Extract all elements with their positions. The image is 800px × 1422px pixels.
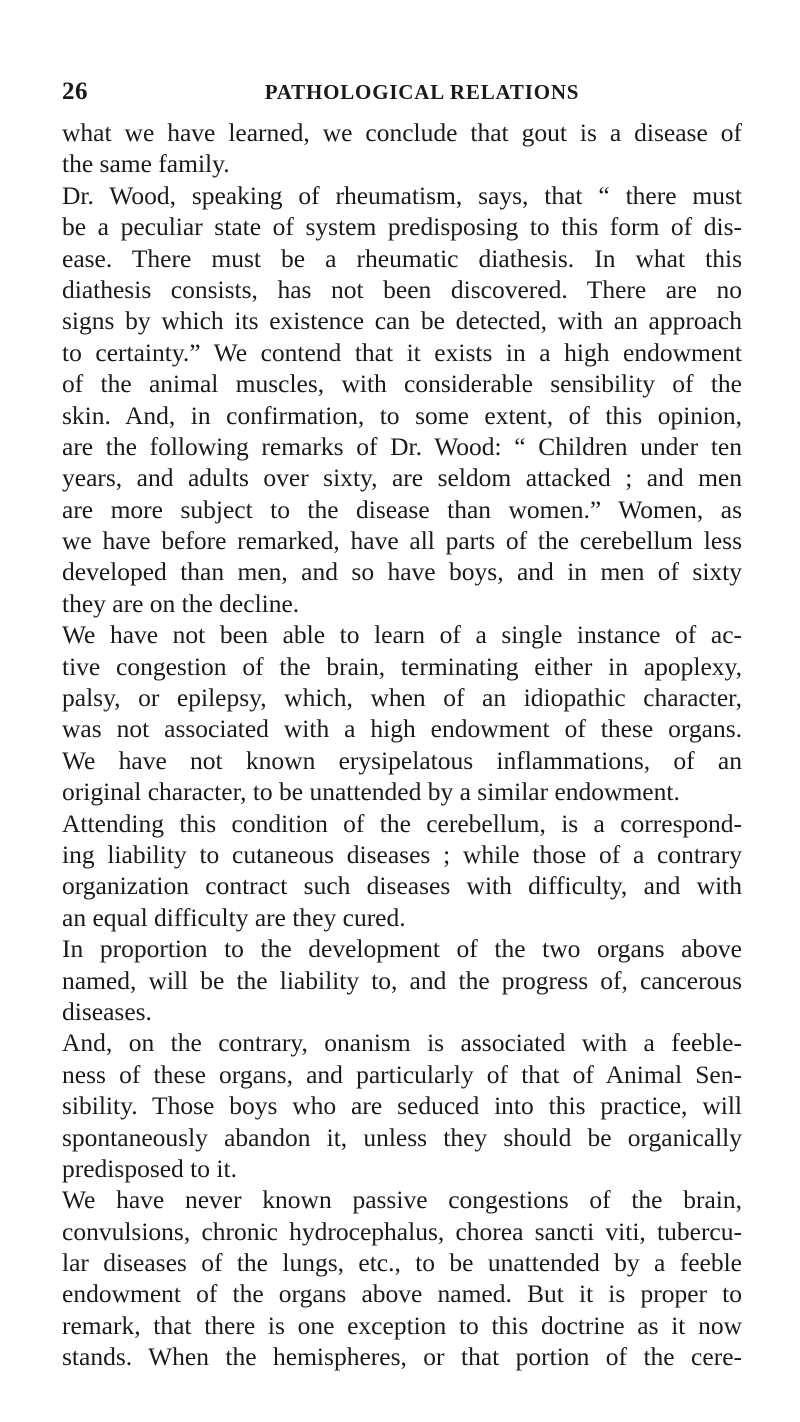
- text-line: we have before remarked, have all parts of the cerebellum less: [62, 526, 742, 556]
- text-line: ness of these organs, and particularly of that of Animal Sen-: [62, 1059, 742, 1089]
- text-line: years, and adults over sixty, are seldom attacked ; and men: [62, 463, 742, 493]
- text-line: Attending this condition of the cerebellum, is a correspond-: [62, 808, 742, 838]
- text-line: Dr. Wood, speaking of rheumatism, says, that “ there must: [62, 180, 742, 210]
- text-line: palsy, or epilepsy, which, when of an idiopathic character,: [62, 683, 742, 713]
- text-line: And, on the contrary, onanism is associated with a feeble-: [62, 1028, 742, 1058]
- text-line: what we have learned, we conclude that gout is a disease of: [62, 118, 742, 147]
- text-line: convulsions, chronic hydrocephalus, chorea sancti viti, tubercu-: [62, 1216, 742, 1246]
- page-number: 26: [62, 78, 88, 105]
- text-line: lar diseases of the lungs, etc., to be unattended by a feeble: [62, 1248, 742, 1278]
- text-line: ing liability to cutaneous diseases ; while those of a contrary: [62, 839, 742, 869]
- text-line: stands. When the hemispheres, or that portion of the cere-: [62, 1342, 742, 1372]
- text-line: they are on the decline.: [62, 588, 300, 618]
- text-line: developed than men, and so have boys, and in men of sixty: [62, 557, 742, 587]
- text-line: We have not known erysipelatous inflammations, of an: [62, 745, 742, 775]
- text-line: endowment of the organs above named. But it is proper to: [62, 1279, 742, 1309]
- running-title: PATHOLOGICAL RELATIONS: [264, 80, 580, 104]
- text-line: We have not been able to learn of a single instance of ac-: [62, 620, 742, 650]
- text-line: the same family.: [62, 149, 230, 179]
- text-line: skin. And, in confirmation, to some extent, of this opinion,: [62, 400, 742, 430]
- text-line: tive congestion of the brain, terminating either in apoplexy,: [62, 651, 742, 681]
- text-line: an equal difficulty are they cured.: [62, 902, 406, 932]
- text-line: signs by which its existence can be detected, with an approach: [62, 306, 742, 336]
- body-text: [62, 117, 742, 1373]
- text-line: organization contract such diseases with difficulty, and with: [62, 871, 742, 901]
- text-line: original character, to be unattended by a similar endowment.: [62, 777, 680, 807]
- running-head: [62, 78, 742, 110]
- text-line: predisposed to it.: [62, 1153, 237, 1183]
- text-line: In proportion to the development of the two organs above: [62, 934, 742, 964]
- text-line: remark, that there is one exception to this doctrine as it now: [62, 1310, 742, 1340]
- text-line: sibility. Those boys who are seduced into this practice, will: [62, 1091, 742, 1121]
- text-line: diseases.: [62, 996, 152, 1026]
- text-line: We have never known passive congestions of the brain,: [62, 1185, 742, 1215]
- text-line: be a peculiar state of system predisposing to this form of dis-: [62, 212, 742, 242]
- text-line: ease. There must be a rheumatic diathesis. In what this: [62, 243, 742, 273]
- text-line: was not associated with a high endowment of these organs.: [62, 714, 742, 744]
- text-line: are more subject to the disease than women.” Women, as: [62, 494, 742, 524]
- text-line: are the following remarks of Dr. Wood: “ Children under ten: [62, 431, 742, 461]
- text-line: spontaneously abandon it, unless they should be organically: [62, 1122, 742, 1152]
- text-line: of the animal muscles, with considerable sensibility of the: [62, 369, 742, 399]
- text-line: diathesis consists, has not been discovered. There are no: [62, 274, 742, 304]
- text-line: named, will be the liability to, and the progress of, cancerous: [62, 965, 742, 995]
- text-line: to certainty.” We contend that it exists in a high endowment: [62, 337, 742, 367]
